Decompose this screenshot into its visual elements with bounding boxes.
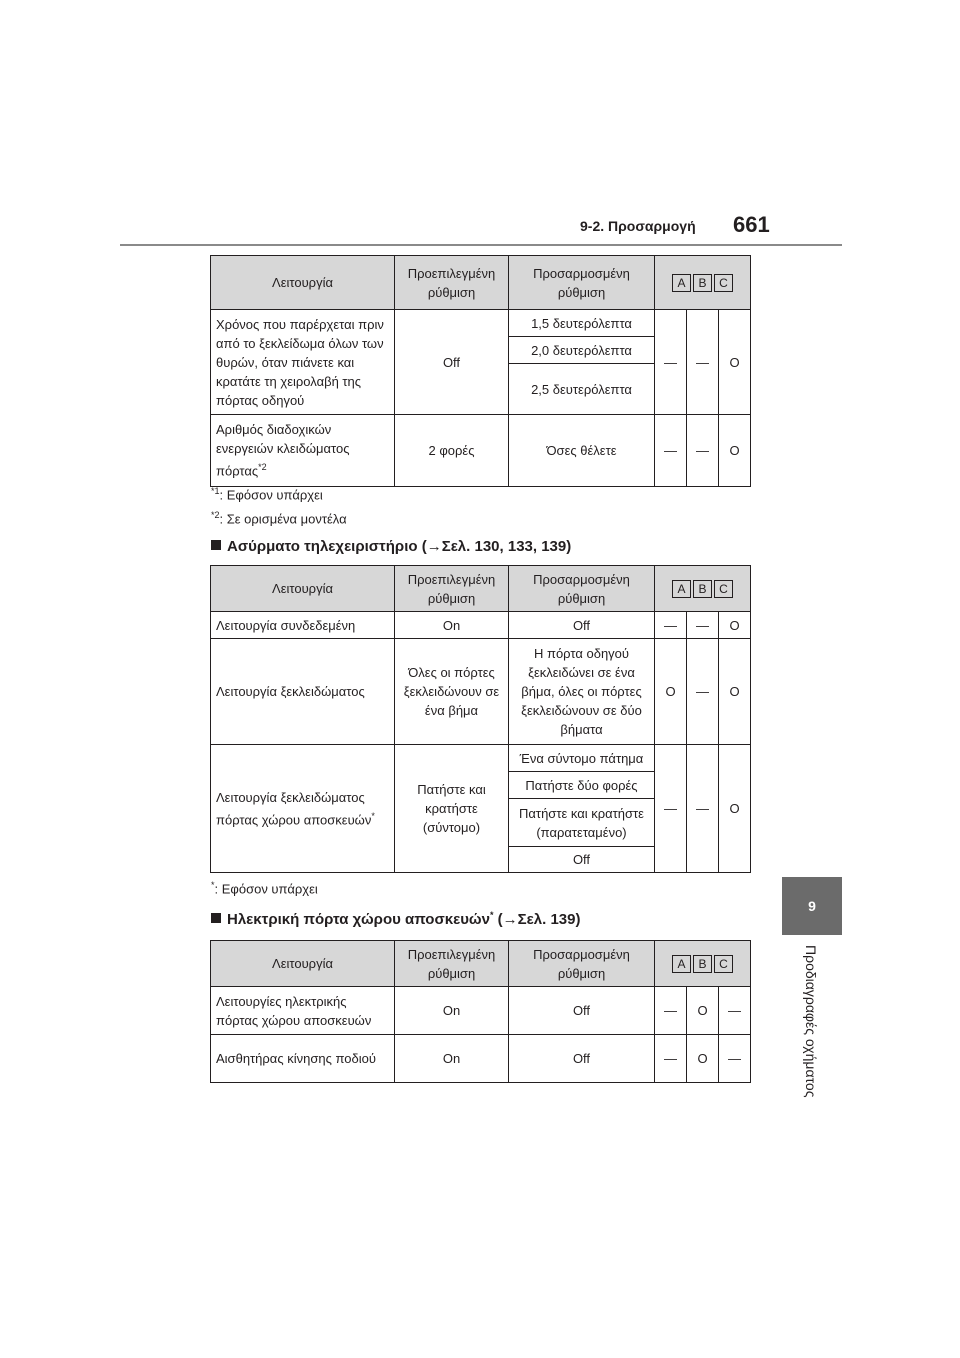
option-cell: Πατήστε δύο φορές: [509, 772, 655, 799]
default-cell: Όλες οι πόρτες ξεκλειδώνουν σε ένα βήμα: [395, 639, 509, 745]
a-cell: —: [655, 612, 687, 639]
custom-cell: Off: [509, 612, 655, 639]
custom-cell: Off: [509, 987, 655, 1035]
function-cell: Χρόνος που παρέρχεται πριν από το ξεκλείδωμα όλων των θυρών, όταν πιάνετε και κρατάτε τη χειρολαβή της πόρτας οδηγού: [211, 310, 395, 415]
table-row: [211, 310, 751, 337]
settings-table-2: [210, 565, 751, 873]
badge-b: B: [693, 274, 712, 292]
chapter-tab-title: Προδιαγραφές οχήματος: [803, 945, 819, 1098]
page-number: 661: [733, 212, 770, 237]
table-row: [211, 745, 751, 772]
badge-c: C: [714, 580, 733, 598]
table-row: [211, 612, 751, 639]
default-cell: On: [395, 1035, 509, 1083]
badge-a: A: [672, 274, 691, 292]
option-cell: Πατήστε και κρατήστε (παρατεταμένο): [509, 799, 655, 847]
col-default: Προεπιλεγμένη ρύθμιση: [395, 566, 509, 612]
c-cell: O: [719, 745, 751, 873]
arrow-icon: →: [426, 538, 442, 555]
badge-b: B: [693, 580, 712, 598]
table-header-row: [211, 941, 751, 987]
badge-a: A: [672, 955, 691, 973]
bullet-square-icon: [211, 540, 221, 550]
function-cell: Λειτουργίες ηλεκτρικής πόρτας χώρου αποσκευών: [211, 987, 395, 1035]
default-cell: Off: [395, 310, 509, 415]
footnote: *: Εφόσον υπάρχει: [211, 880, 318, 897]
chapter-tab: 9: [782, 877, 842, 935]
table-row: [211, 415, 751, 487]
a-cell: —: [655, 310, 687, 415]
col-function: Λειτουργία: [211, 256, 395, 310]
col-abc: [655, 256, 751, 310]
b-cell: O: [687, 1035, 719, 1083]
a-cell: —: [655, 415, 687, 487]
footnote: $^{*1}$: Εφόσον υπάρχει: [211, 486, 323, 503]
default-cell: 2 φορές: [395, 415, 509, 487]
option-cell: Ένα σύντομο πάτημα: [509, 745, 655, 772]
header-divider: [120, 244, 842, 246]
c-cell: O: [719, 310, 751, 415]
a-cell: —: [655, 1035, 687, 1083]
custom-cell: Όσες θέλετε: [509, 415, 655, 487]
col-custom: Προσαρμοσμένη ρύθμιση: [509, 941, 655, 987]
settings-table-1: [210, 255, 751, 487]
bullet-square-icon: [211, 913, 221, 923]
b-cell: —: [687, 612, 719, 639]
badge-b: B: [693, 955, 712, 973]
b-cell: O: [687, 987, 719, 1035]
default-cell: On: [395, 987, 509, 1035]
badge-c: C: [714, 274, 733, 292]
function-cell: Αριθμός διαδοχικών ενεργειών κλειδώματος πόρτας$^{*2}$: [211, 415, 395, 487]
b-cell: —: [687, 415, 719, 487]
col-function: Λειτουργία: [211, 941, 395, 987]
default-cell: Πατήστε και κρατήστε (σύντομο): [395, 745, 509, 873]
col-custom: Προσαρμοσμένη ρύθμιση: [509, 256, 655, 310]
b-cell: —: [687, 310, 719, 415]
b-cell: —: [687, 639, 719, 745]
function-cell: Λειτουργία ξεκλειδώματος: [211, 639, 395, 745]
footnote: $^{*2}$: Σε ορισμένα μοντέλα: [211, 510, 347, 527]
c-cell: O: [719, 639, 751, 745]
default-cell: On: [395, 612, 509, 639]
table-header-row: [211, 256, 751, 310]
col-abc: [655, 941, 751, 987]
col-function: Λειτουργία: [211, 566, 395, 612]
custom-cell: Off: [509, 1035, 655, 1083]
option-cell: 2,0 δευτερόλεπτα: [509, 337, 655, 364]
badge-c: C: [714, 955, 733, 973]
col-default: Προεπιλεγμένη ρύθμιση: [395, 256, 509, 310]
function-cell: Λειτουργία ξεκλειδώματος πόρτας χώρου αποσκευών*: [211, 745, 395, 873]
a-cell: —: [655, 987, 687, 1035]
col-abc: [655, 566, 751, 612]
b-cell: —: [687, 745, 719, 873]
a-cell: O: [655, 639, 687, 745]
col-custom: Προσαρμοσμένη ρύθμιση: [509, 566, 655, 612]
option-cell: 2,5 δευτερόλεπτα: [509, 364, 655, 415]
c-cell: O: [719, 612, 751, 639]
a-cell: —: [655, 745, 687, 873]
col-default: Προεπιλεγμένη ρύθμιση: [395, 941, 509, 987]
function-cell: Αισθητήρας κίνησης ποδιού: [211, 1035, 395, 1083]
section-heading: Ηλεκτρική πόρτα χώρου αποσκευών* (→Σελ. 139): [211, 910, 580, 928]
option-cell: Off: [509, 847, 655, 873]
section-heading: Ασύρματο τηλεχειριστήριο (→Σελ. 130, 133, 139): [211, 538, 571, 555]
table-row: [211, 1035, 751, 1083]
table-header-row: [211, 566, 751, 612]
settings-table-3: [210, 940, 751, 1083]
table-row: [211, 639, 751, 745]
option-cell: 1,5 δευτερόλεπτα: [509, 310, 655, 337]
badge-a: A: [672, 580, 691, 598]
function-cell: Λειτουργία συνδεδεμένη: [211, 612, 395, 639]
arrow-icon: →: [502, 911, 518, 928]
c-cell: —: [719, 1035, 751, 1083]
c-cell: —: [719, 987, 751, 1035]
section-title: 9-2. Προσαρμογή: [580, 218, 696, 234]
c-cell: O: [719, 415, 751, 487]
custom-cell: Η πόρτα οδηγού ξεκλειδώνει σε ένα βήμα, όλες οι πόρτες ξεκλειδώνουν σε δύο βήματα: [509, 639, 655, 745]
table-row: [211, 987, 751, 1035]
